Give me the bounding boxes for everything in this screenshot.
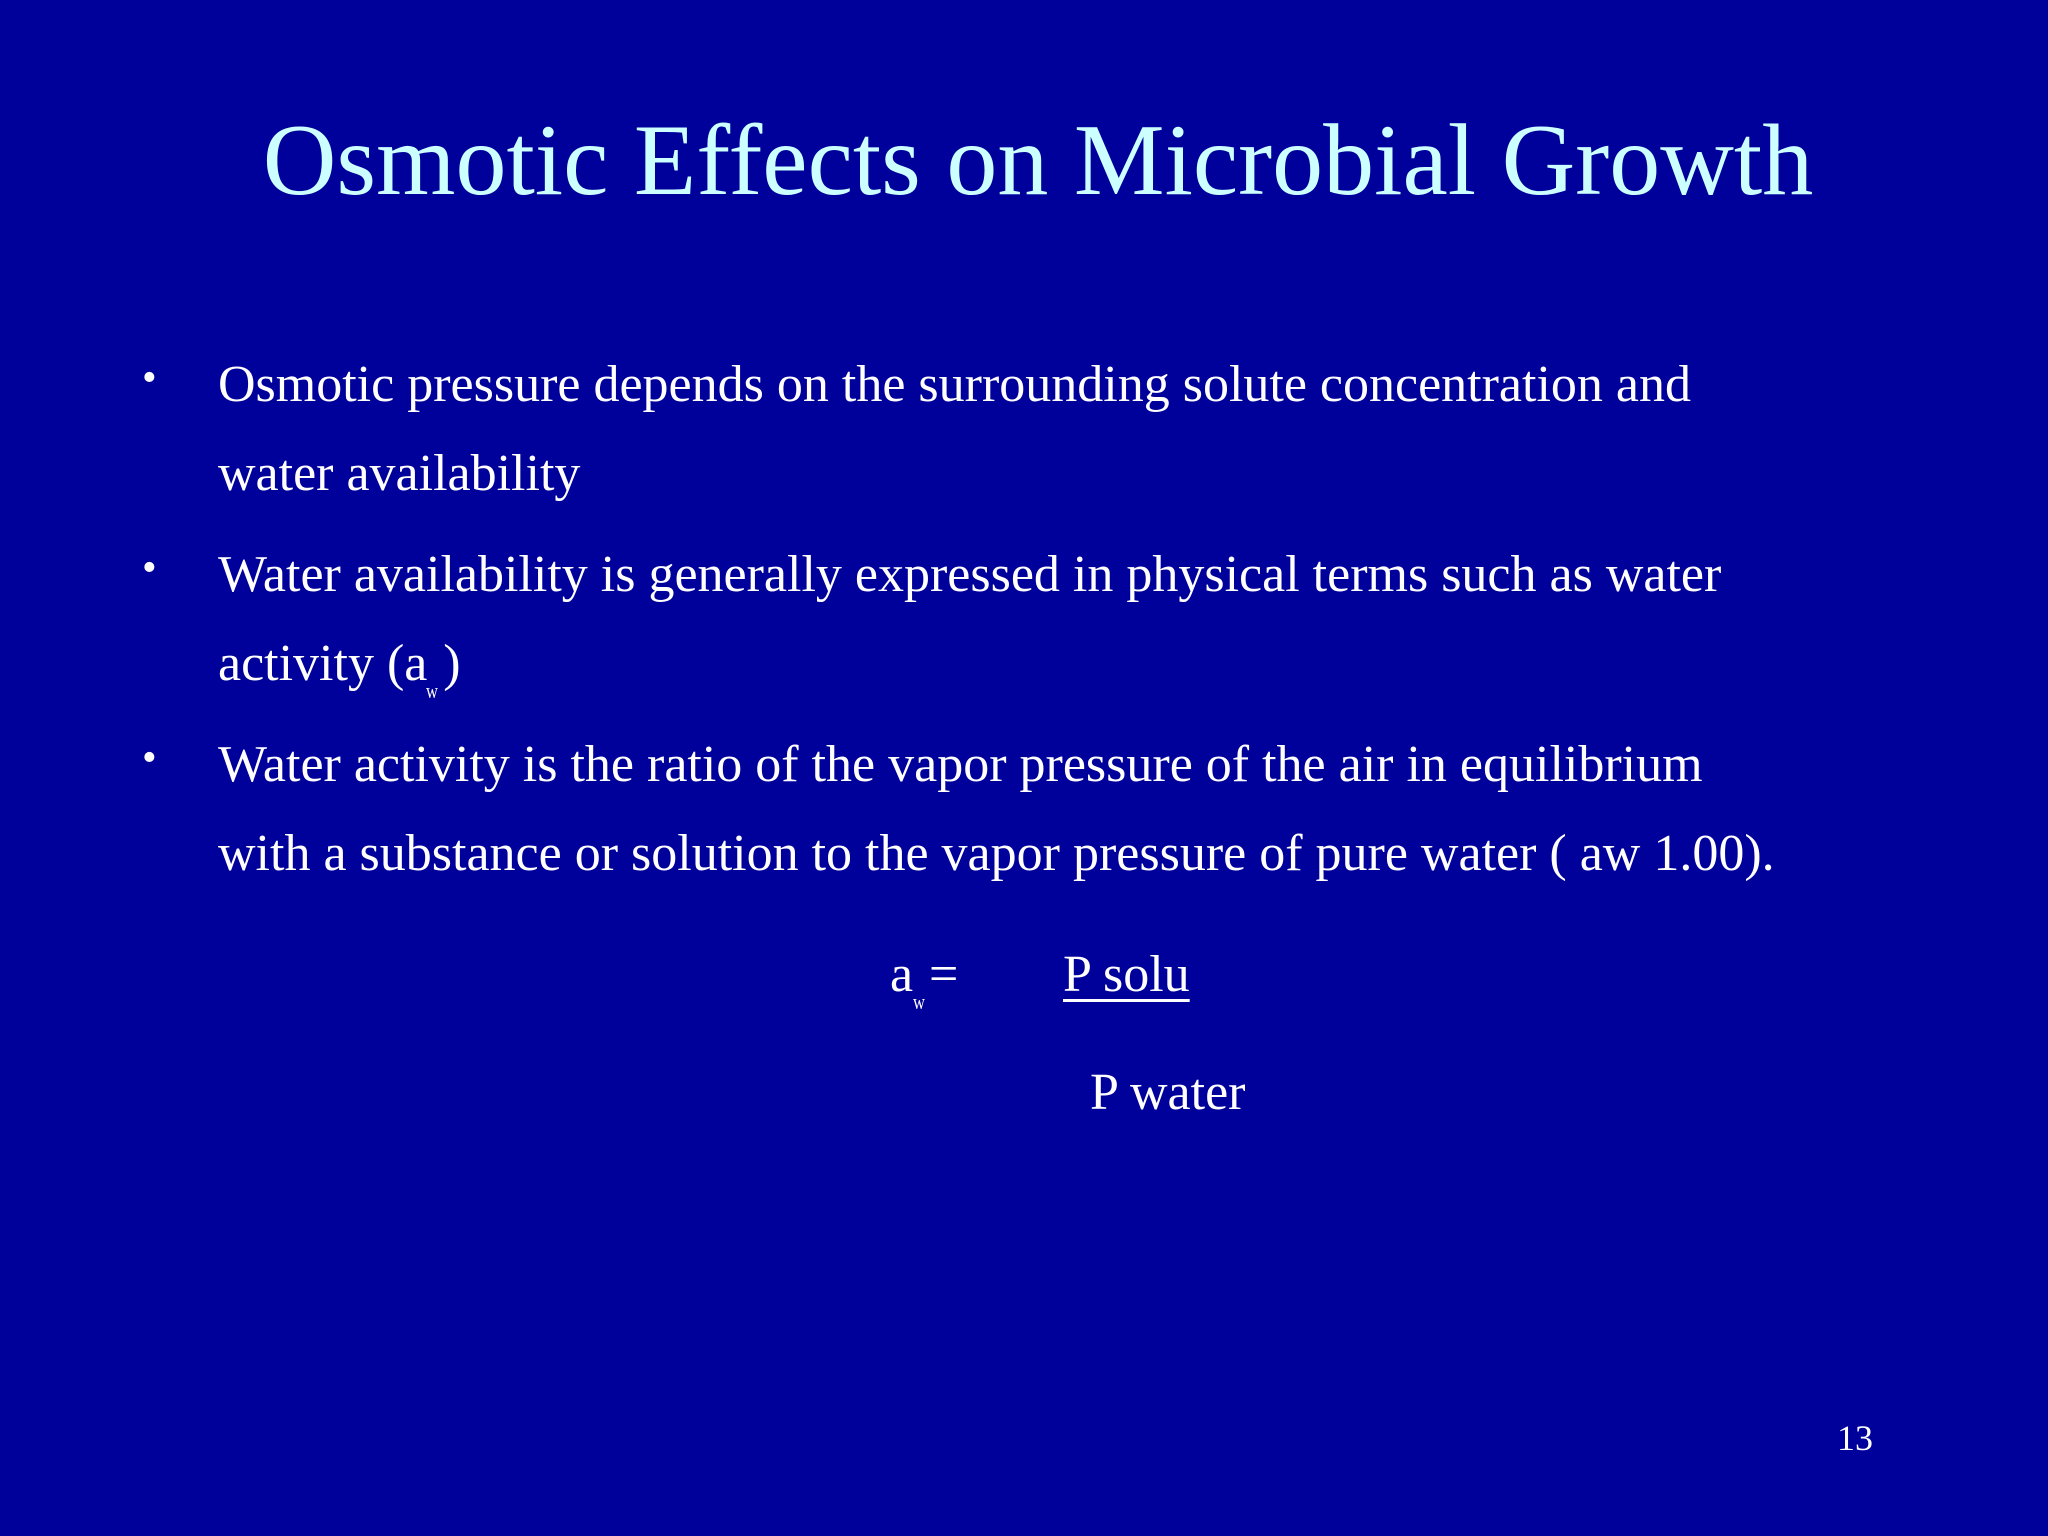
bullet-item [140,530,1960,708]
bullet-list [140,340,1960,898]
bullet-text-line: water availability [218,445,581,502]
formula-denominator: P water [1090,1064,1246,1121]
bullet-icon: • [142,735,157,781]
formula-base: a [890,946,914,1003]
bullet-text-line: Water availability is generally expressed in physical terms such as water [218,546,1722,603]
bullet-text-suffix: ) [443,635,461,692]
water-activity-subscript: w [426,678,439,703]
bullet-item [140,340,1960,518]
formula-equals: = [928,946,959,1003]
bullet-text-prefix: activity (a [218,635,428,692]
bullet-text-line: Osmotic pressure depends on the surrounding solute concentration and [218,356,1691,413]
formula-lhs [890,945,958,1013]
bullet-icon: • [142,355,157,401]
bullet-text-line: Water activity is the ratio of the vapor pressure of the air in equilibrium [218,736,1703,793]
bullet-text-line: with a substance or solution to the vapor pressure of pure water ( aw 1.00). [218,825,1775,882]
page-number: 13 [1837,1418,1873,1458]
formula-numerator: P solu [1063,946,1190,1003]
bullet-item [140,720,1960,898]
slide-title: Osmotic Effects on Microbial Growth [262,104,1814,217]
bullet-icon: • [142,545,157,591]
formula-subscript: w [913,989,926,1014]
